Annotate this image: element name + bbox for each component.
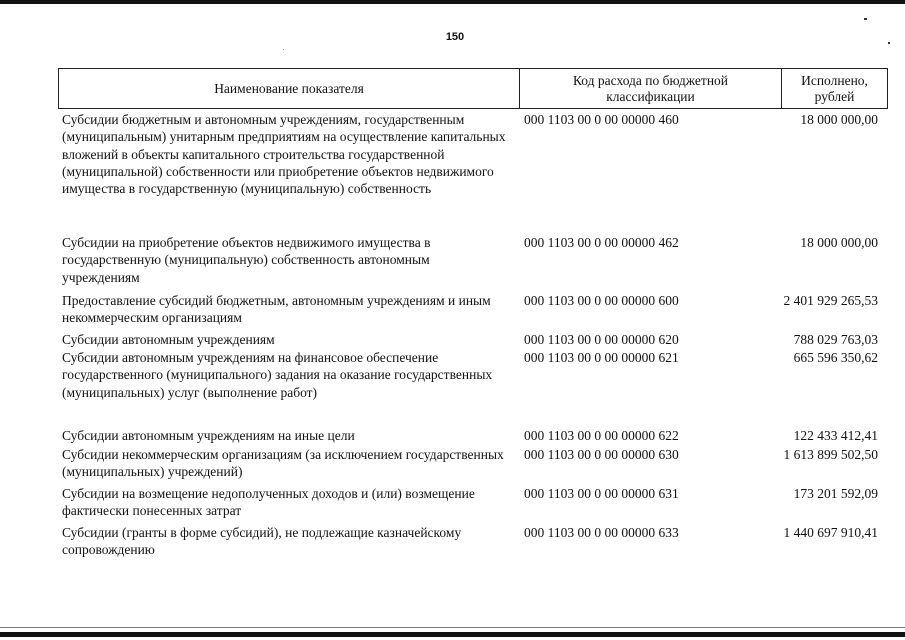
header-amount: Исполнено, рублей xyxy=(781,69,887,108)
header-code: Код расхода по бюджетной классификации xyxy=(519,69,781,108)
row-name: Субсидии (гранты в форме субсидий), не подлежащие казначейскому сопровождению xyxy=(62,525,462,558)
top-scan-border xyxy=(0,0,905,4)
row-code: 000 1103 00 0 00 00000 633 xyxy=(524,525,679,540)
row-amount: 2 401 929 265,53 xyxy=(783,293,878,308)
row-name: Предоставление субсидий бюджетным, автономным учреждениям и иным некоммерческим организациям xyxy=(62,293,491,326)
row-amount: 788 029 763,03 xyxy=(793,332,878,347)
row-amount: 1 613 899 502,50 xyxy=(783,447,878,462)
page-number: 150 xyxy=(445,31,465,43)
bottom-scan-border-thin xyxy=(0,627,905,628)
row-code: 000 1103 00 0 00 00000 600 xyxy=(524,293,679,308)
row-code: 000 1103 00 0 00 00000 630 xyxy=(524,447,679,462)
row-name: Субсидии автономным учреждениям на финансовое обеспечение государственного (муниципального) задания на оказание государственных (муниципальных) услуг (выполнение работ) xyxy=(62,350,493,400)
row-name: Субсидии на приобретение объектов недвижимого имущества в государственную (муниципальную) собственность автономным учреждениям xyxy=(62,235,431,285)
row-code: 000 1103 00 0 00 00000 622 xyxy=(524,428,679,443)
row-amount: 122 433 412,41 xyxy=(793,428,878,443)
scan-speck xyxy=(283,49,284,50)
row-name: Субсидии автономным учреждениям на иные цели xyxy=(62,428,355,443)
row-code: 000 1103 00 0 00 00000 621 xyxy=(524,350,679,365)
row-name: Субсидии бюджетным и автономным учреждениям, государственным (муниципальным) унитарным предприятиям на осуществление капитальных вложений в объекты капитального строительства государственной (муниципальной) собственности или приобретение объектов недвижимого имущества в государственную (муниципальную) собственность xyxy=(62,112,506,197)
row-code: 000 1103 00 0 00 00000 462 xyxy=(524,235,679,250)
row-code: 000 1103 00 0 00 00000 620 xyxy=(524,332,679,347)
row-name: Субсидии некоммерческим организациям (за исключением государственных (муниципальных) учреждений) xyxy=(62,447,504,480)
scan-speck xyxy=(864,18,867,20)
scan-speck xyxy=(888,42,890,44)
row-amount: 665 596 350,62 xyxy=(793,350,878,365)
row-code: 000 1103 00 0 00 00000 631 xyxy=(524,486,679,501)
header-name: Наименование показателя xyxy=(214,80,364,96)
row-code: 000 1103 00 0 00 00000 460 xyxy=(524,112,679,127)
row-name: Субсидии на возмещение недополученных доходов и (или) возмещение фактически понесенных затрат xyxy=(62,486,475,519)
row-amount: 1 440 697 910,41 xyxy=(783,525,878,540)
row-amount: 18 000 000,00 xyxy=(800,112,878,127)
row-amount: 173 201 592,09 xyxy=(793,486,878,501)
row-name: Субсидии автономным учреждениям xyxy=(62,332,275,347)
bottom-scan-border xyxy=(0,632,905,637)
table-header xyxy=(58,68,888,109)
row-amount: 18 000 000,00 xyxy=(800,235,878,250)
